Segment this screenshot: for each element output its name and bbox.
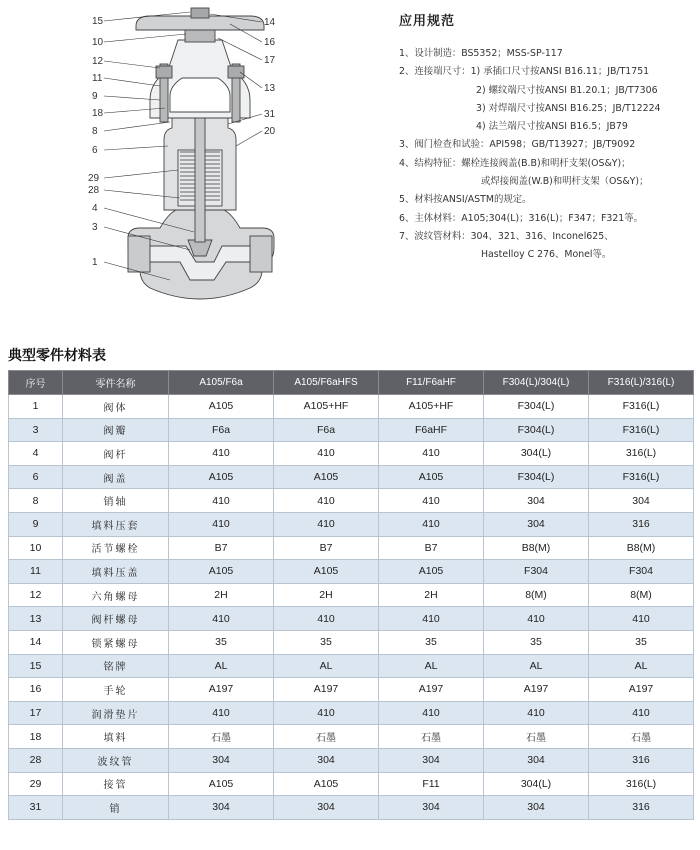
part-name-cell: 润滑垫片 xyxy=(63,701,169,725)
material-cell: 410 xyxy=(169,489,274,513)
spec-line: 4、结构特征：螺栓连接阀盖(B.B)和明杆支架(OS&Y)； xyxy=(399,157,631,169)
table-row xyxy=(9,489,694,513)
diagram-label: 28 xyxy=(88,185,100,196)
spec-line: 2、连接端尺寸：1) 承插口尺寸按ANSI B16.11；JB/T1751 xyxy=(399,66,650,78)
part-number-cell: 31 xyxy=(9,796,63,820)
material-cell: F316(L) xyxy=(589,395,694,419)
material-cell: 304 xyxy=(484,748,589,772)
column-header: F304(L)/304(L) xyxy=(484,371,589,395)
material-cell: 410 xyxy=(379,607,484,631)
spec-line: 3) 对焊端尺寸按ANSI B16.25；JB/T12224 xyxy=(476,102,661,114)
diagram-label: 11 xyxy=(92,73,103,84)
column-header: F316(L)/316(L) xyxy=(589,371,694,395)
part-number-cell: 28 xyxy=(9,748,63,772)
material-cell: 石墨 xyxy=(484,725,589,749)
part-name-cell: 填料压套 xyxy=(63,512,169,536)
table-row xyxy=(9,725,694,749)
material-cell: 410 xyxy=(169,442,274,466)
material-cell: 410 xyxy=(274,489,379,513)
material-cell: A197 xyxy=(589,678,694,702)
table-row xyxy=(9,607,694,631)
material-cell: 304 xyxy=(169,748,274,772)
application-spec xyxy=(399,10,699,265)
diagram-label: 18 xyxy=(92,108,104,119)
material-cell: 316 xyxy=(589,512,694,536)
table-row xyxy=(9,442,694,466)
material-cell: F304(L) xyxy=(484,418,589,442)
material-cell: 410 xyxy=(484,701,589,725)
material-cell: AL xyxy=(274,654,379,678)
part-name-cell: 接管 xyxy=(63,772,169,796)
part-number-cell: 15 xyxy=(9,654,63,678)
diagram-labels-right xyxy=(264,17,276,137)
column-header: 零件名称 xyxy=(63,371,169,395)
part-name-cell: 阀杆螺母 xyxy=(63,607,169,631)
part-number-cell: 6 xyxy=(9,465,63,489)
table-row xyxy=(9,395,694,419)
material-cell: 8(M) xyxy=(484,583,589,607)
valve-drawing xyxy=(128,8,274,299)
part-number-cell: 29 xyxy=(9,772,63,796)
material-cell: 35 xyxy=(589,630,694,654)
spec-line: 4) 法兰端尺寸按ANSI B16.5；JB79 xyxy=(476,121,628,133)
diagram-label: 8 xyxy=(92,126,98,137)
material-cell: AL xyxy=(379,654,484,678)
diagram-label: 15 xyxy=(92,16,104,27)
material-cell: 2H xyxy=(274,583,379,607)
diagram-label: 9 xyxy=(92,91,98,102)
material-cell: A105 xyxy=(169,560,274,584)
part-name-cell: 填料 xyxy=(63,725,169,749)
table-header-row xyxy=(9,371,694,395)
left-socket-end xyxy=(128,236,150,272)
material-cell: 2H xyxy=(169,583,274,607)
diagram-label: 10 xyxy=(92,37,104,48)
material-cell: 304 xyxy=(484,489,589,513)
part-name-cell: 销轴 xyxy=(63,489,169,513)
diagram-label: 4 xyxy=(92,203,98,214)
material-cell: 410 xyxy=(379,512,484,536)
part-number-cell: 17 xyxy=(9,701,63,725)
diagram-labels-left xyxy=(88,16,104,268)
material-cell: 304(L) xyxy=(484,772,589,796)
material-cell: A105+HF xyxy=(274,395,379,419)
material-cell: A105 xyxy=(169,772,274,796)
materials-table xyxy=(8,370,694,820)
spec-line: 7、波纹管材料：304、321、316、Inconel625、 xyxy=(399,230,614,242)
part-name-cell: 铭牌 xyxy=(63,654,169,678)
material-cell: 410 xyxy=(274,607,379,631)
material-cell: B7 xyxy=(379,536,484,560)
material-cell: F6a xyxy=(274,418,379,442)
material-cell: 410 xyxy=(169,607,274,631)
part-name-cell: 活节螺栓 xyxy=(63,536,169,560)
part-name-cell: 波纹管 xyxy=(63,748,169,772)
material-cell: 石墨 xyxy=(169,725,274,749)
part-number-cell: 18 xyxy=(9,725,63,749)
spec-line: 3、阀门检查和试验：API598；GB/T13927；JB/T9092 xyxy=(399,139,636,151)
material-cell: A105 xyxy=(379,560,484,584)
part-number-cell: 16 xyxy=(9,678,63,702)
part-name-cell: 销 xyxy=(63,796,169,820)
part-number-cell: 3 xyxy=(9,418,63,442)
material-cell: 35 xyxy=(169,630,274,654)
part-name-cell: 填料压盖 xyxy=(63,560,169,584)
table-row xyxy=(9,560,694,584)
material-cell: F316(L) xyxy=(589,418,694,442)
material-cell: A105 xyxy=(379,465,484,489)
part-number-cell: 4 xyxy=(9,442,63,466)
diagram-label: 3 xyxy=(92,222,98,233)
material-cell: A197 xyxy=(379,678,484,702)
material-cell: 304 xyxy=(484,796,589,820)
material-cell: 石墨 xyxy=(589,725,694,749)
material-cell: A105 xyxy=(274,560,379,584)
material-cell: F304(L) xyxy=(484,395,589,419)
material-cell: AL xyxy=(169,654,274,678)
diagram-label: 13 xyxy=(264,83,276,94)
diagram-label: 6 xyxy=(92,145,98,156)
table-row xyxy=(9,796,694,820)
material-cell: 316 xyxy=(589,796,694,820)
part-name-cell: 锁紧螺母 xyxy=(63,630,169,654)
material-cell: A197 xyxy=(274,678,379,702)
spec-line: 1、设计制造：BS5352；MSS-SP-117 xyxy=(399,48,563,59)
part-number-cell: 12 xyxy=(9,583,63,607)
diagram-label: 14 xyxy=(264,17,276,28)
part-name-cell: 六角螺母 xyxy=(63,583,169,607)
material-cell: 304 xyxy=(484,512,589,536)
material-cell: A105+HF xyxy=(379,395,484,419)
material-cell: 410 xyxy=(169,512,274,536)
spec-line: 5、材料按ANSI/ASTM的规定。 xyxy=(399,194,532,206)
lock-nut xyxy=(191,8,209,18)
material-cell: F316(L) xyxy=(589,465,694,489)
valve-cross-section-diagram xyxy=(0,0,360,320)
part-number-cell: 10 xyxy=(9,536,63,560)
material-cell: 2H xyxy=(379,583,484,607)
part-name-cell: 阀盖 xyxy=(63,465,169,489)
part-number-cell: 11 xyxy=(9,560,63,584)
material-cell: 304 xyxy=(589,489,694,513)
column-header: A105/F6a xyxy=(169,371,274,395)
material-cell: 410 xyxy=(484,607,589,631)
material-cell: 410 xyxy=(379,701,484,725)
material-cell: AL xyxy=(589,654,694,678)
column-header: 序号 xyxy=(9,371,63,395)
material-cell: 410 xyxy=(379,442,484,466)
material-cell: F304 xyxy=(484,560,589,584)
material-cell: A105 xyxy=(169,395,274,419)
spec-line: 或焊接阀盖(W.B)和明杆支架（OS&Y)； xyxy=(481,176,649,188)
material-cell: 316(L) xyxy=(589,772,694,796)
material-cell: 304(L) xyxy=(484,442,589,466)
material-cell: 304 xyxy=(379,748,484,772)
part-name-cell: 阀杆 xyxy=(63,442,169,466)
part-number-cell: 9 xyxy=(9,512,63,536)
part-name-cell: 阀瓣 xyxy=(63,418,169,442)
diagram-label: 17 xyxy=(264,55,276,66)
table-row xyxy=(9,583,694,607)
material-cell: F304 xyxy=(589,560,694,584)
part-number-cell: 1 xyxy=(9,395,63,419)
material-cell: 316(L) xyxy=(589,442,694,466)
material-cell: A197 xyxy=(484,678,589,702)
table-row xyxy=(9,654,694,678)
material-cell: B7 xyxy=(169,536,274,560)
material-cell: 410 xyxy=(169,701,274,725)
material-cell: 石墨 xyxy=(379,725,484,749)
material-cell: F304(L) xyxy=(484,465,589,489)
material-cell: A105 xyxy=(274,465,379,489)
table-row xyxy=(9,465,694,489)
material-cell: A105 xyxy=(274,772,379,796)
table-row xyxy=(9,418,694,442)
material-cell: 410 xyxy=(589,607,694,631)
part-number-cell: 13 xyxy=(9,607,63,631)
table-row xyxy=(9,630,694,654)
spec-title: 应用规范 xyxy=(399,14,456,29)
part-number-cell: 14 xyxy=(9,630,63,654)
spec-line: Hastelloy C 276、Monel等。 xyxy=(481,249,612,261)
column-header: A105/F6aHFS xyxy=(274,371,379,395)
material-cell: 304 xyxy=(169,796,274,820)
material-cell: F6a xyxy=(169,418,274,442)
material-cell: AL xyxy=(484,654,589,678)
column-header: F11/F6aHF xyxy=(379,371,484,395)
diagram-label: 12 xyxy=(92,56,104,67)
diagram-label: 31 xyxy=(264,109,276,120)
material-cell: 8(M) xyxy=(589,583,694,607)
material-cell: B8(M) xyxy=(589,536,694,560)
diagram-label: 1 xyxy=(92,257,98,268)
part-name-cell: 阀体 xyxy=(63,395,169,419)
table-title: 典型零件材料表 xyxy=(8,348,106,364)
material-cell: 304 xyxy=(379,796,484,820)
spec-line: 6、主体材料：A105;304(L)；316(L)；F347；F321等。 xyxy=(399,212,643,224)
material-cell: 410 xyxy=(274,442,379,466)
material-cell: A105 xyxy=(169,465,274,489)
material-cell: 35 xyxy=(274,630,379,654)
material-cell: 35 xyxy=(484,630,589,654)
material-cell: 石墨 xyxy=(274,725,379,749)
material-cell: F11 xyxy=(379,772,484,796)
table-row xyxy=(9,701,694,725)
material-cell: 316 xyxy=(589,748,694,772)
material-cell: 410 xyxy=(274,701,379,725)
table-row xyxy=(9,748,694,772)
material-cell: B8(M) xyxy=(484,536,589,560)
table-row xyxy=(9,536,694,560)
material-cell: 304 xyxy=(274,748,379,772)
diagram-label: 16 xyxy=(264,37,276,48)
material-cell: 304 xyxy=(274,796,379,820)
spec-line: 2) 螺纹端尺寸按ANSI B1.20.1；JB/T7306 xyxy=(476,84,658,96)
part-name-cell: 手轮 xyxy=(63,678,169,702)
material-cell: B7 xyxy=(274,536,379,560)
material-cell: 410 xyxy=(379,489,484,513)
right-socket-end xyxy=(250,236,272,272)
material-cell: 410 xyxy=(589,701,694,725)
table-row xyxy=(9,772,694,796)
material-cell: F6aHF xyxy=(379,418,484,442)
material-cell: A197 xyxy=(169,678,274,702)
diagram-label: 20 xyxy=(264,126,276,137)
material-cell: 35 xyxy=(379,630,484,654)
material-cell: 410 xyxy=(274,512,379,536)
table-row xyxy=(9,678,694,702)
part-number-cell: 8 xyxy=(9,489,63,513)
right-bolt-nut xyxy=(228,66,244,78)
table-row xyxy=(9,512,694,536)
diagram-label: 29 xyxy=(88,173,100,184)
